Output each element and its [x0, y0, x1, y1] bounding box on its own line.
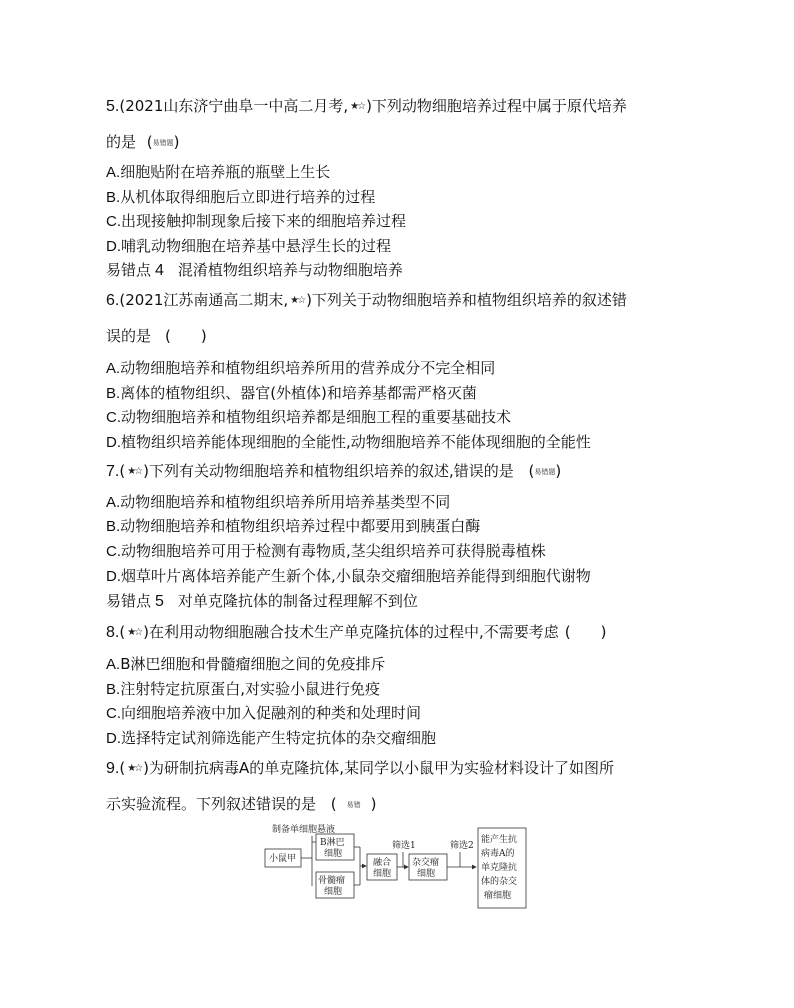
q6-source: (2021江苏南通高二期末, [119, 291, 289, 309]
q5-bracket-close: ) [173, 133, 180, 151]
q8-option-d[interactable]: D.选择特定试剂筛选能产生特定抗体的杂交瘤细胞 [106, 729, 437, 747]
q7-bracket-note: 易错题 [534, 468, 556, 476]
q5-stem-line2 [106, 132, 180, 153]
q7-stem-text: )下列有关动物细胞培养和植物组织培养的叙述,错误的是 [143, 462, 514, 480]
q5-option-a[interactable]: A.细胞贴附在培养瓶的瓶壁上生长 [106, 163, 331, 181]
q8-number: 8. [106, 624, 120, 641]
q6-option-d[interactable]: D.植物组织培养能体现细胞的全能性,动物细胞培养不能体现细胞的全能性 [106, 433, 591, 451]
q6-stem-line1 [106, 290, 627, 311]
label-screen-1: 筛选1 [392, 841, 416, 851]
q9-stem-text: )为研制抗病毒A的单克隆抗体,某同学以小鼠甲为实验材料设计了如图所 [143, 759, 615, 777]
q7-stem-line1: 7.( ★☆ )下列有关动物细胞培养和植物组织培养的叙述,错误的是 (易错题) [106, 462, 562, 480]
diagram-label-prepare-suspension: 制备单细胞悬液 [272, 825, 336, 835]
q5-option-d[interactable]: D.哺乳动物细胞在培养基中悬浮生长的过程 [106, 237, 392, 255]
q9-bracket-note: 易错 [346, 801, 361, 809]
q8-answer-bracket: ( ) [564, 623, 607, 641]
svg-text:病毒A的: 病毒A的 [481, 849, 515, 859]
q6-number: 6. [106, 292, 120, 309]
q5-source: (2021山东济宁曲阜一中高二月考, [119, 97, 349, 115]
q9-stem-line1: 9.( ★☆ )为研制抗病毒A的单克隆抗体,某同学以小鼠甲为实验材料设计了如图所 [106, 759, 615, 777]
svg-text:杂交瘤: 杂交瘤 [412, 858, 440, 868]
q8-stem-text: )在利用动物细胞融合技术生产单克隆抗体的过程中,不需要考虑 [143, 623, 559, 641]
label-mouse: 小鼠甲 [269, 854, 297, 864]
q8-option-a[interactable]: A.B淋巴细胞和骨髓瘤细胞之间的免疫排斥 [106, 655, 386, 673]
error-point-5-heading: 易错点 5 对单克隆抗体的制备过程理解不到位 [106, 592, 418, 610]
q9-stem-line2: 示实验流程。下列叙述错误的是 ( 易错 ) [106, 795, 377, 813]
svg-text:骨髓瘤: 骨髓瘤 [318, 876, 346, 886]
q6-stem-text: )下列关于动物细胞培养和植物组织培养的叙述错 [306, 291, 627, 309]
difficulty-star-icon: ★☆ [290, 295, 305, 306]
svg-text:细胞: 细胞 [324, 887, 343, 897]
monoclonal-antibody-flow-diagram [262, 824, 532, 914]
q6-answer-bracket: ( ) [165, 327, 207, 345]
q7-number: 7. [106, 463, 120, 480]
q8-option-b[interactable]: B.注射特定抗原蛋白,对实验小鼠进行免疫 [106, 680, 380, 698]
q6-option-b[interactable]: B.离体的植物组织、器官(外植体)和培养基都需严格灭菌 [106, 384, 477, 402]
q5-bracket-open: ( [146, 133, 153, 151]
difficulty-star-icon: ★☆ [127, 763, 142, 774]
q5-option-b[interactable]: B.从机体取得细胞后立即进行培养的过程 [106, 188, 376, 206]
q6-option-a[interactable]: A.动物细胞培养和植物组织培养所用的营养成分不完全相同 [106, 359, 496, 377]
q5-stem-text: )下列动物细胞培养过程中属于原代培养 [366, 97, 627, 115]
q8-stem-line1: 8.( ★☆ )在利用动物细胞融合技术生产单克隆抗体的过程中,不需要考虑 ( ) [106, 623, 607, 641]
label-screen-2: 筛选2 [450, 841, 474, 851]
q5-bracket-note: 易错题 [152, 139, 174, 147]
q5-stem-text2: 的是 [106, 133, 137, 151]
error-point-4-heading: 易错点 4 混淆植物组织培养与动物细胞培养 [106, 261, 403, 279]
svg-text:能产生抗: 能产生抗 [481, 835, 518, 845]
q6-stem-line2: 误的是 ( ) [106, 327, 207, 345]
q5-number: 5. [106, 98, 120, 115]
svg-text:融合: 融合 [373, 858, 392, 868]
q5-option-c[interactable]: C.出现接触抑制现象后接下来的细胞培养过程 [106, 212, 407, 230]
q9-number: 9. [106, 760, 120, 777]
q7-option-d[interactable]: D.烟草叶片离体培养能产生新个体,小鼠杂交瘤细胞培养能得到细胞代谢物 [106, 567, 591, 585]
q7-option-c[interactable]: C.动物细胞培养可用于检测有毒物质,茎尖组织培养可获得脱毒植株 [106, 542, 546, 560]
q5-stem-line1 [106, 96, 627, 117]
q7-option-b[interactable]: B.动物细胞培养和植物组织培养过程中都要用到胰蛋白酶 [106, 517, 481, 535]
difficulty-star-icon: ★☆ [350, 101, 365, 112]
svg-text:瘤细胞: 瘤细胞 [484, 891, 512, 901]
difficulty-star-icon: ★☆ [127, 466, 142, 477]
svg-text:细胞: 细胞 [324, 849, 343, 859]
q7-option-a[interactable]: A.动物细胞培养和植物组织培养所用培养基类型不同 [106, 493, 451, 511]
difficulty-star-icon: ★☆ [127, 627, 142, 638]
svg-text:细胞: 细胞 [373, 869, 392, 879]
q8-option-c[interactable]: C.向细胞培养液中加入促融剂的种类和处理时间 [106, 704, 422, 722]
q6-option-c[interactable]: C.动物细胞培养和植物组织培养都是细胞工程的重要基础技术 [106, 408, 512, 426]
svg-text:体的杂交: 体的杂交 [481, 877, 518, 887]
svg-text:细胞: 细胞 [417, 869, 436, 879]
svg-text:B淋巴: B淋巴 [320, 838, 345, 848]
svg-text:单克隆抗: 单克隆抗 [481, 863, 518, 873]
